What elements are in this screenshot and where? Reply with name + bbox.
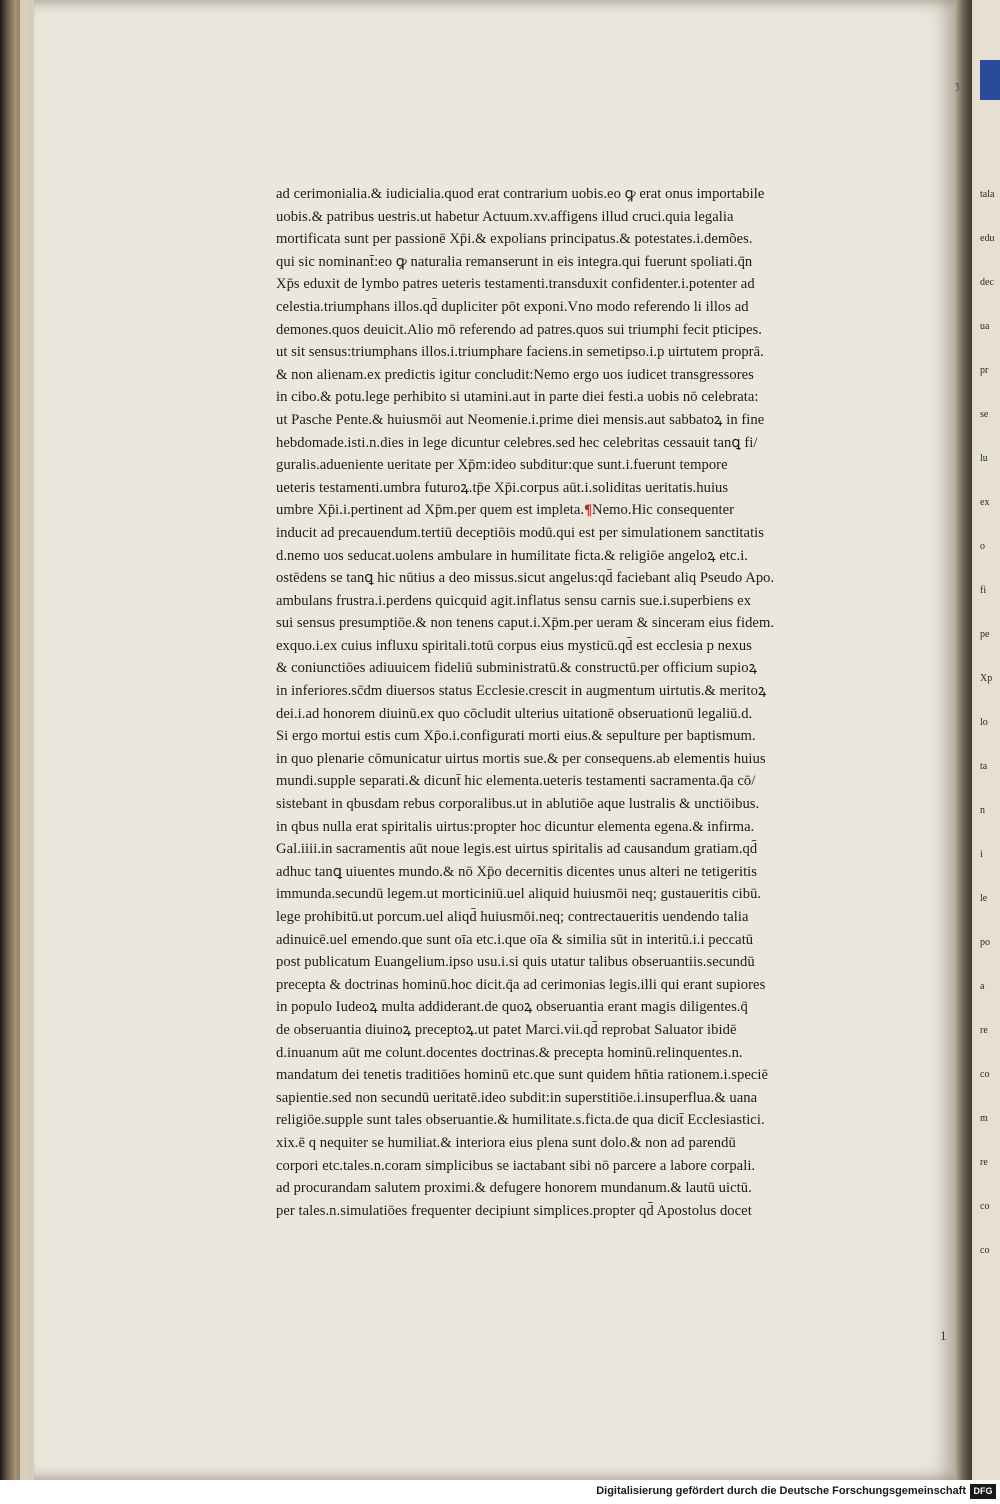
text-line <box>276 906 916 929</box>
text-line <box>276 1109 916 1132</box>
text-line-content: ueteris testamenti.umbra futuroꝝ.tp̄e Xp̄i.corpus aūt.i.soliditas ueritatis.huius <box>276 479 729 496</box>
text-line <box>276 929 916 952</box>
text-line-content: in inferiores.sc̄dm diuersos status Ecclesie.crescit in augmentum uirtutis.& meritoꝝ <box>276 683 767 700</box>
adjacent-page-fragment: po <box>980 937 990 948</box>
adjacent-page-fragment: lo <box>980 717 988 728</box>
text-line <box>276 838 916 861</box>
text-line-content: mandatum dei tenetis traditiōes hominū etc.que sunt quidem hn̄tia rationem.i.speciē <box>276 1067 769 1084</box>
text-line <box>276 454 916 477</box>
adjacent-page <box>972 0 1000 1480</box>
text-line <box>276 590 916 613</box>
text-line <box>276 1042 916 1065</box>
text-line-content: ad procurandam salutem proximi.& defugere honorem mundanum.& lautū uictū. <box>276 1180 752 1197</box>
text-line <box>276 680 916 703</box>
text-line-content: ostēdens se tanꝗ hic nūtius a deo missus.sicut angelus:qd̄ faciebant aliq Pseudo Apo. <box>276 570 775 587</box>
text-line <box>276 974 916 997</box>
text-line-content: demones.quos deuicit.Alio mō referendo ad patres.quos sui triumphi fecit pticipes. <box>276 321 762 338</box>
text-line <box>276 1155 916 1178</box>
corner-mark: ʒ <box>955 80 960 91</box>
text-line-content: corpori etc.tales.n.coram simplicibus se iactabant sibi nō parcere a labore corpali. <box>276 1157 756 1174</box>
adjacent-page-fragment: se <box>980 409 989 420</box>
text-line <box>276 816 916 839</box>
text-line-content: celestia.triumphans illos.qd̄ dupliciter pōt exponi.Vno modo referendo li illos ad <box>276 298 749 315</box>
text-line-content: dei.i.ad honorem diuinū.ex quo cōcludit ulterius uitationē obseruationū legaliū.d. <box>276 705 753 722</box>
blue-initial-fragment <box>980 60 1000 100</box>
text-line <box>276 206 916 229</box>
text-line <box>276 703 916 726</box>
page-bottom-mark: 1 <box>940 1328 947 1343</box>
text-line-content: in populo Iudeoꝝ multa addiderant.de quoꝝ obseruantia erant magis diligentes.q̄ <box>276 999 748 1016</box>
adjacent-page-fragment: m <box>980 1113 988 1124</box>
text-line-content: lege prohibitū.ut porcum.uel aliqd̄ huiusmōi.neq; contrectaueritis uendendo talia <box>276 909 749 925</box>
text-line-content: precepta & doctrinas hominū.hoc dicit.q̄a ad cerimonias legis.illi qui erant supiores <box>276 976 766 993</box>
text-line-content: sui sensus presumptiōe.& non tenens caput.i.Xp̄m.per ueram & sinceram eius fidem. <box>276 615 775 632</box>
text-line-content: de obseruantia diuinoꝝ preceptoꝝ.ut patet Marci.vii.qd̄ reprobat Saluator ibidē <box>276 1021 737 1038</box>
text-line-content: mundi.supple separati.& dicunt̄ hic elementa.ueteris testamenti sacramenta.q̄a cō/ <box>276 773 756 790</box>
text-line <box>276 861 916 884</box>
text-line-content: exquo.i.ex cuius influxu spiritali.totū corpus eius mysticū.qd̄ est ecclesia p nexus <box>276 637 752 654</box>
text-line <box>276 341 916 364</box>
text-line-content: Xp̄s eduxit de lymbo patres ueteris testamenti.transduxit confidenter.i.potenter ad <box>276 276 755 293</box>
text-line <box>276 657 916 680</box>
text-line-content: in quo plenarie cōmunicatur uirtus mortis sue.& per consequens.ab elementis huius <box>276 750 766 767</box>
text-line-content: & non alienam.ex predictis igitur concludit:Nemo ergo uos iudicet transgressores <box>276 366 754 383</box>
digitization-footer <box>0 1480 1000 1504</box>
text-line <box>276 951 916 974</box>
text-line <box>276 409 916 432</box>
page-stack-edge <box>20 0 34 1480</box>
text-line-content: ambulans frustra.i.perdens quicquid agit.inflatus sensu carnis sue.i.superbiens ex <box>276 592 752 609</box>
text-line-content: guralis.adueniente ueritate per Xp̄m:ideo subditur:que sunt.i.fuerunt tempore <box>276 457 728 474</box>
adjacent-page-fragment: co <box>980 1069 990 1080</box>
text-line <box>276 725 916 748</box>
text-line <box>276 386 916 409</box>
text-line <box>276 793 916 816</box>
text-line <box>276 432 916 455</box>
text-line <box>276 748 916 771</box>
text-line-content: sapientie.sed non secundū ueritatē.ideo subdit:in superstitiōe.i.insuperflua.& uana <box>276 1089 758 1106</box>
adjacent-page-fragment: fi <box>980 585 987 596</box>
text-line <box>276 364 916 387</box>
text-line <box>276 1087 916 1110</box>
text-line-content: immunda.secundū legem.ut morticiniū.uel aliquid huiusmōi neq; gustaueritis cibū. <box>276 886 762 903</box>
text-line-content: adinuicē.uel emendo.que sunt oīa etc.i.que oīa & similia sūt in interitū.i.i peccatū <box>276 931 754 948</box>
adjacent-page-fragment: ex <box>980 497 990 508</box>
adjacent-page-fragment: Xp <box>980 673 993 684</box>
text-line <box>276 770 916 793</box>
adjacent-page-fragment: pr <box>980 365 989 376</box>
adjacent-page-fragment: pe <box>980 629 990 640</box>
text-line-content: mortificata sunt per passionē Xp̄i.& expolians principatus.& potestates.i.demões. <box>276 231 753 248</box>
text-line-content: sistebant in qbusdam rebus corporalibus.ut in ablutiōe aque lustralis & unctiōibus. <box>276 796 760 813</box>
text-line-content: Si ergo mortui estis cum Xp̄o.i.configurati morti eius.& sepulture per baptismum. <box>276 728 756 745</box>
text-line-content: adhuc tanꝗ uiuentes mundo.& nō Xp̄o decernitis dicentes unus alteri ne tetigeritis <box>276 863 758 880</box>
text-line <box>276 1132 916 1155</box>
text-line <box>276 477 916 500</box>
text-line <box>276 1200 916 1223</box>
text-line-content: in cibo.& potu.lege perhibito si utamini.aut in parte diei festi.a uobis nō celebrata: <box>276 389 759 406</box>
text-line <box>276 319 916 342</box>
text-line <box>276 635 916 658</box>
text-line-content: qui sic nominant̄:eo ꝙ naturalia remanserunt in eis integra.qui fuerunt spoliati.q̄n <box>276 253 753 270</box>
text-line <box>276 296 916 319</box>
book-fore-edge <box>0 0 22 1480</box>
text-line-content: hebdomade.isti.n.dies in lege dicuntur celebres.sed hec celebritas cessauit tanꝗ fi/ <box>276 434 758 451</box>
text-line-content: religiōe.supple sunt tales obseruantie.& humilitate.s.ficta.de qua dicit̄ Ecclesiastici. <box>276 1112 765 1129</box>
dfg-logo: DFG <box>970 1484 996 1499</box>
adjacent-page-fragment: tala <box>980 189 995 200</box>
adjacent-page-fragment: ua <box>980 321 990 332</box>
text-line <box>276 251 916 274</box>
adjacent-page-fragment: n <box>980 805 985 816</box>
funding-credit: Digitalisierung gefördert durch die Deutsche Forschungsgemeinschaft <box>596 1485 966 1497</box>
text-line <box>276 1064 916 1087</box>
text-line <box>276 1177 916 1200</box>
rubric-paraph-mark: ¶ <box>584 502 593 519</box>
adjacent-page-fragment: o <box>980 541 985 552</box>
text-line <box>276 273 916 296</box>
book-gutter <box>955 0 973 1480</box>
text-line-content: umbre Xp̄i.i.pertinent ad Xp̄m.per quem est impleta. <box>276 502 585 519</box>
text-line <box>276 499 916 522</box>
text-line-content: uobis.& patribus uestris.ut habetur Actuum.xv.affigens illud cruci.quia legalia <box>276 208 734 225</box>
adjacent-page-fragment: re <box>980 1025 988 1036</box>
text-line <box>276 228 916 251</box>
main-text-column <box>276 183 916 1222</box>
adjacent-page-fragment: dec <box>980 277 994 288</box>
adjacent-page-fragment: a <box>980 981 985 992</box>
adjacent-page-fragment: co <box>980 1245 990 1256</box>
adjacent-page-fragment: re <box>980 1157 988 1168</box>
text-line <box>276 612 916 635</box>
text-line-content: & coniunctiōes adiuuicem fideliū subministratū.& constructū.per officium supioꝝ <box>276 660 758 677</box>
text-line-content: d.nemo uos seducat.uolens ambulare in humilitate ficta.& religiōe angeloꝝ etc.i. <box>276 547 748 564</box>
adjacent-page-fragment: edu <box>980 233 995 244</box>
rubric-text: Nemo.Hic consequenter <box>592 502 735 519</box>
text-line <box>276 183 916 206</box>
text-line-content: Gal.iiii.in sacramentis aūt noue legis.est uirtus spiritalis ad causandum gratiam.qd̄ <box>276 841 758 858</box>
text-line <box>276 996 916 1019</box>
text-line-content: ut sit sensus:triumphans illos.i.triumphare faciens.in semetipso.i.p uirtutem proprā. <box>276 344 764 361</box>
adjacent-page-fragment: ta <box>980 761 988 772</box>
text-line-content: ad cerimonialia.& iudicialia.quod erat contrarium uobis.eo ꝙ erat onus importabile <box>276 186 765 202</box>
text-line-content: ut Pasche Pente.& huiusmōi aut Neomenie.i.prime diei mensis.aut sabbatoꝝ in fine <box>276 411 765 428</box>
text-line-content: inducit ad precauendum.tertiū deceptiōis modū.qui est per simulationem sanctitatis <box>276 524 765 541</box>
text-line <box>276 545 916 568</box>
text-line-content: in qbus nulla erat spiritalis uirtus:propter hoc dicuntur elementa egena.& infirma. <box>276 818 755 835</box>
text-line-content: d.inuanum aūt me colunt.docentes doctrinas.& precepta hominū.relinquentes.n. <box>276 1044 743 1061</box>
text-line-content: xix.ē q nequiter se humiliat.& interiora eius plena sunt dolo.& non ad parendū <box>276 1134 736 1151</box>
adjacent-page-fragment: co <box>980 1201 990 1212</box>
text-line-content: per tales.n.simulatiōes frequenter decipiunt simplices.propter qd̄ Apostolus docet <box>276 1202 752 1219</box>
text-line-content: post publicatum Euangelium.ipso usu.i.si quis utatur talibus obseruantiis.secundū <box>276 954 755 971</box>
adjacent-page-fragment: le <box>980 893 988 904</box>
adjacent-page-fragment: i <box>980 849 983 860</box>
text-line <box>276 522 916 545</box>
text-line <box>276 1019 916 1042</box>
text-line <box>276 567 916 590</box>
adjacent-page-fragment: lu <box>980 453 988 464</box>
text-line <box>276 883 916 906</box>
